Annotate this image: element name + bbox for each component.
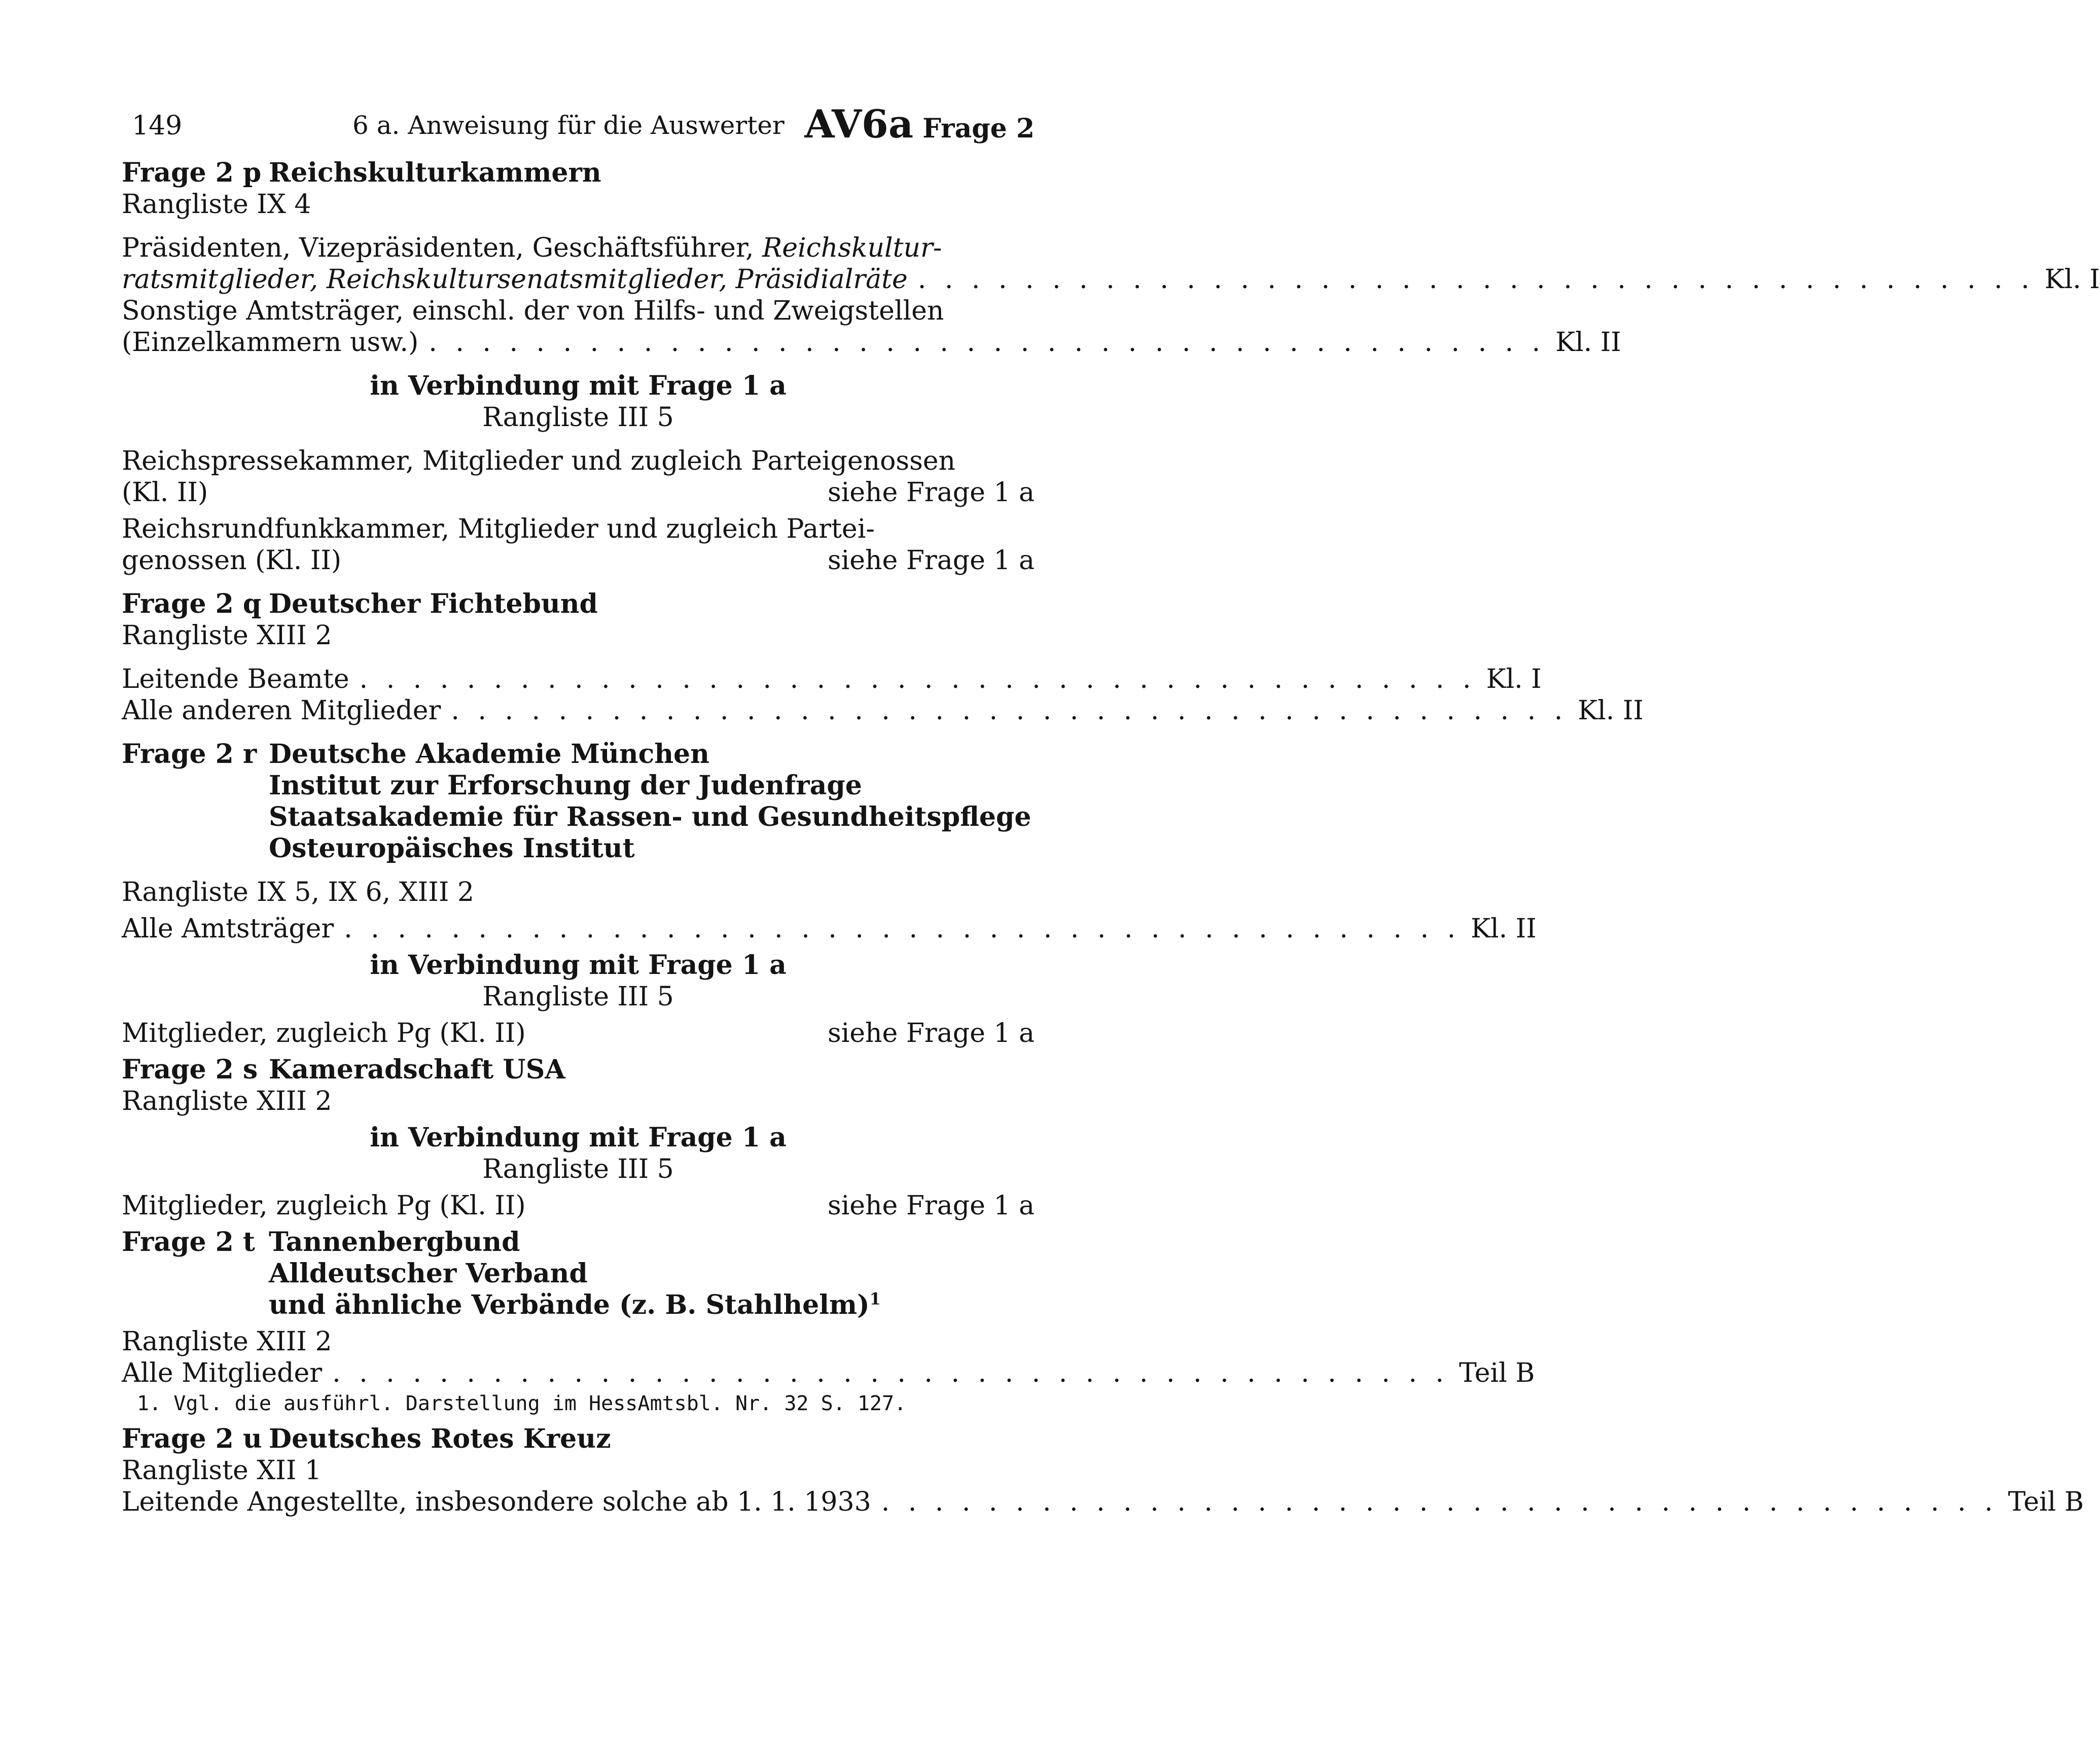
dot-leader: . . . . . . . . . . . . . . . . . . . . . . . . . . . . . . . . . . . . . . . . . . [451,695,1568,726]
section-title: und ähnliche Verbände (z. B. Stahlhelm)$^1$ [269,1289,881,1320]
section-title: Tannenbergbund [269,1227,520,1258]
page-header [122,101,1035,157]
verbindung-heading: in Verbindung mit Frage 1 a [370,370,787,401]
section-heading-2q [122,588,1035,620]
section-title: Osteuropäisches Institut [269,833,635,864]
cross-reference: siehe Frage 1 a [827,1191,1035,1221]
dot-leader: . . . . . . . . . . . . . . . . . . . . . . . . . . . . . . . . . . . . . . . . . . [881,1487,1998,1517]
dot-leader: . . . . . . . . . . . . . . . . . . . . . . . . . . . . . . . . . . . . . . . . . . [344,914,1461,944]
section-heading-2t [122,1227,1035,1321]
entry-with-ref: genossen (Kl. II) siehe Frage 1 a [122,545,1035,576]
section-titles [269,1227,881,1321]
entry-with-class: ratsmitglieder, Reichskultursenatsmitglieder, Präsidialräte . . . . . . . . . . . . . . . . . . . . . . . . . . . . . . . . . . . . . . . . . . Kl. I [122,264,2100,295]
section-titles [269,739,1031,864]
entry-with-ref: Mitglieder, zugleich Pg (Kl. II) siehe Frage 1 a [122,1191,1035,1221]
class-label: Kl. II [1471,914,1537,944]
verbindung-heading: in Verbindung mit Frage 1 a [370,1122,787,1153]
class-label: Kl. II [1578,695,1644,726]
class-label: Kl. II [1555,327,1621,358]
verbindung-rangliste: Rangliste III 5 [482,982,674,1012]
section-title: Deutscher Fichtebund [269,588,598,619]
dot-leader: . . . . . . . . . . . . . . . . . . . . . . . . . . . . . . . . . . . . . . . . . . [429,327,1546,358]
class-label: Teil B [1459,1358,1535,1388]
entry-with-class: Alle Mitglieder . . . . . . . . . . . . . . . . . . . . . . . . . . . . . . . . . . . . . . . . . . Teil B [122,1358,1535,1388]
rangliste: Rangliste XII 1 [122,1455,322,1486]
verbindung-rangliste: Rangliste III 5 [482,1154,674,1184]
section-label: Frage 2 s [122,1054,258,1085]
footnote: 1. Vgl. die ausführl. Darstellung im HessAmtsbl. Nr. 32 S. 127. [137,1392,907,1415]
section-title: Alldeutscher Verband [269,1258,588,1289]
section-title: Reichskulturkammern [269,157,601,188]
document-page [122,101,2100,1518]
section-label: Frage 2 p [122,157,262,188]
entry-line: Reichspressekammer, Mitglieder und zugleich Parteigenossen [122,446,956,476]
page-number: 149 [132,111,183,141]
cross-reference: siehe Frage 1 a [827,545,1035,576]
rangliste: Rangliste XIII 2 [122,620,332,651]
entry-with-class: Alle anderen Mitglieder . . . . . . . . . . . . . . . . . . . . . . . . . . . . . . . . . . . . . . . . . . Kl. II [122,695,1644,726]
section-title: Kameradschaft USA [269,1054,565,1085]
rangliste: Rangliste IX 4 [122,189,311,220]
class-label: Teil B [2008,1487,2084,1517]
entry-with-ref: Mitglieder, zugleich Pg (Kl. II) siehe Frage 1 a [122,1018,1035,1049]
section-label: Frage 2 t [122,1227,255,1258]
rangliste: Rangliste XIII 2 [122,1086,332,1116]
dot-leader: . . . . . . . . . . . . . . . . . . . . . . . . . . . . . . . . . . . . . . . . . . [917,264,2035,295]
entry-line: Präsidenten, Vizepräsidenten, Geschäftsführer, Reichskultur- [122,233,942,263]
section-heading-2p [122,157,1035,189]
section-title: Deutsche Akademie München [269,739,709,770]
section-title: Institut zur Erforschung der Judenfrage [269,770,862,801]
entry-with-class: Leitende Angestellte, insbesondere solche ab 1. 1. 1933 . . . . . . . . . . . . . . . . . . . . . . . . . . . . . . . . . . . . . . . . . . Teil B [122,1487,2084,1517]
section-heading-2r [122,739,1035,864]
verbindung-heading: in Verbindung mit Frage 1 a [370,950,787,981]
rangliste: Rangliste IX 5, IX 6, XIII 2 [122,877,474,908]
section-title: Deutsches Rotes Kreuz [269,1423,611,1454]
section-label: Frage 2 q [122,588,262,619]
section-code-main: AV6a [804,101,914,147]
entry-with-ref: (Kl. II) siehe Frage 1 a [122,477,1035,508]
entry-line: Sonstige Amtsträger, einschl. der von Hilfs- und Zweigstellen [122,296,944,326]
section-heading-2s [122,1054,1035,1086]
cross-reference: siehe Frage 1 a [827,1018,1035,1049]
dot-leader: . . . . . . . . . . . . . . . . . . . . . . . . . . . . . . . . . . . . . . . . . . [359,664,1476,694]
section-code-frage: Frage 2 [922,113,1035,144]
footnote-mark: 1 [869,1289,881,1309]
running-title: 6 a. Anweisung für die Auswerter [352,111,785,140]
entry-with-class: Alle Amtsträger . . . . . . . . . . . . . . . . . . . . . . . . . . . . . . . . . . . . . . . . . . Kl. II [122,914,1537,944]
section-heading-2u [122,1423,1035,1455]
rangliste: Rangliste XIII 2 [122,1327,332,1357]
section-code [805,101,1035,147]
dot-leader: . . . . . . . . . . . . . . . . . . . . . . . . . . . . . . . . . . . . . . . . . . [332,1358,1449,1388]
entry-with-class: (Einzelkammern usw.) . . . . . . . . . . . . . . . . . . . . . . . . . . . . . . . . . . . . . . . . . . Kl. II [122,327,1621,358]
class-label: Kl. I [2044,264,2100,295]
section-label: Frage 2 u [122,1423,262,1454]
entry-with-class: Leitende Beamte . . . . . . . . . . . . . . . . . . . . . . . . . . . . . . . . . . . . . . . . . . Kl. I [122,664,1542,694]
entry-line: Reichsrundfunkkammer, Mitglieder und zugleich Partei- [122,514,875,544]
class-label: Kl. I [1486,664,1542,694]
section-title: Staatsakademie für Rassen- und Gesundheitspflege [269,801,1031,832]
verbindung-rangliste: Rangliste III 5 [482,402,674,433]
cross-reference: siehe Frage 1 a [827,477,1035,508]
section-label: Frage 2 r [122,739,257,770]
